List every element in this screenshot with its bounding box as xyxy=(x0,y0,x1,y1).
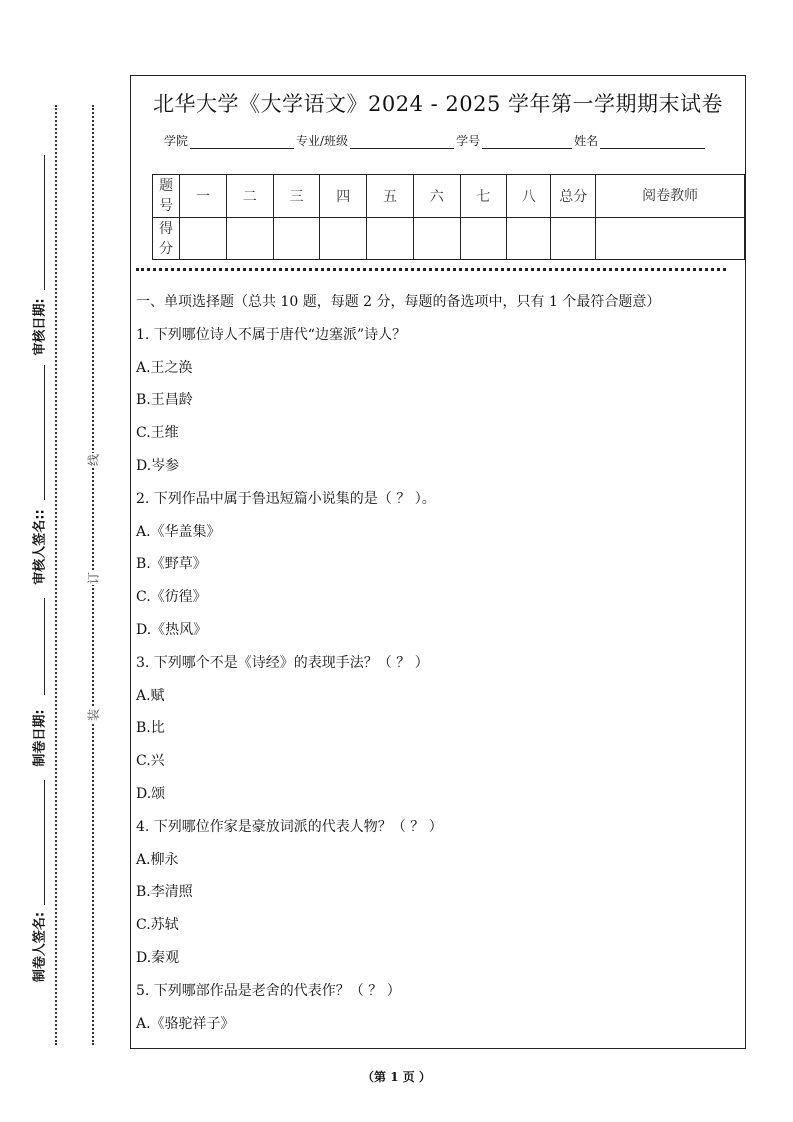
question-list xyxy=(136,286,660,1040)
divider xyxy=(136,268,726,271)
answer-option: A.《华盖集》 xyxy=(136,523,221,540)
answer-option: D.秦观 xyxy=(136,949,180,966)
signature-line xyxy=(44,155,45,290)
answer-option: C.王维 xyxy=(136,425,179,442)
column-header: 总分 xyxy=(551,175,596,218)
column-header: 八 xyxy=(507,175,551,218)
answer-option: D.《热风》 xyxy=(136,621,208,638)
column-header: 四 xyxy=(320,175,367,218)
answer-option: C.《彷徨》 xyxy=(136,589,207,606)
score-cell[interactable] xyxy=(273,218,320,260)
signature-line xyxy=(44,365,45,500)
score-table xyxy=(152,174,745,260)
answer-option: A.柳永 xyxy=(136,851,179,868)
student-id-label: 学号 xyxy=(456,134,481,148)
creation-date-label: 制卷日期: xyxy=(32,709,48,767)
row-header: 题号 xyxy=(153,175,180,218)
question-text: 1. 下列哪位诗人不属于唐代“边塞派”诗人？ xyxy=(136,326,407,343)
section-heading: 一、单项选择题（总共 10 题，每题 2 分，每题的备选项中，只有 1 个最符合题意） xyxy=(136,294,661,310)
answer-option: B.比 xyxy=(136,720,165,737)
signature-line xyxy=(44,780,45,905)
answer-option: A.王之涣 xyxy=(136,359,193,376)
college-label: 学院 xyxy=(164,134,189,148)
binding-char: 订 xyxy=(86,571,101,585)
major-label: 专业/班级 xyxy=(296,134,349,148)
score-cell[interactable] xyxy=(227,218,274,260)
exam-content-box xyxy=(130,75,746,1049)
answer-option: D.颂 xyxy=(136,785,166,802)
question-text: 3. 下列哪个不是《诗经》的表现手法？（ ？ ） xyxy=(136,654,429,671)
column-header: 阅卷教师 xyxy=(596,175,745,218)
binding-char: 装 xyxy=(86,708,101,722)
answer-option: A.《骆驼祥子》 xyxy=(136,1015,235,1032)
score-cell[interactable] xyxy=(596,218,745,260)
column-header: 五 xyxy=(367,175,414,218)
answer-option: D.岑参 xyxy=(136,457,180,474)
signature-line xyxy=(44,598,45,695)
student-info-row xyxy=(164,132,707,149)
question-text: 4. 下列哪位作家是豪放词派的代表人物？（ ？ ） xyxy=(136,818,443,835)
answer-option: B.李清照 xyxy=(136,884,193,901)
answer-option: A.赋 xyxy=(136,687,165,704)
column-header: 六 xyxy=(413,175,460,218)
score-cell[interactable] xyxy=(180,218,227,260)
column-header: 一 xyxy=(180,175,227,218)
score-cell[interactable] xyxy=(367,218,414,260)
row-header: 得分 xyxy=(153,218,180,260)
page-title: 北华大学《大学语文》2024 - 2025 学年第一学期期末试卷 xyxy=(152,92,723,116)
column-header: 三 xyxy=(273,175,320,218)
college-field[interactable] xyxy=(190,134,294,149)
question-text: 2. 下列作品中属于鲁迅短篇小说集的是（ ？ ）。 xyxy=(136,490,436,507)
answer-option: C.苏轼 xyxy=(136,917,179,934)
student-id-field[interactable] xyxy=(482,134,572,149)
name-field[interactable] xyxy=(600,134,705,149)
review-date-label: 审核日期: xyxy=(32,298,48,356)
score-cell[interactable] xyxy=(551,218,596,260)
creator-signature-label: 制卷人签名: xyxy=(32,911,48,983)
binding-char: 线 xyxy=(86,453,101,467)
score-cell[interactable] xyxy=(320,218,367,260)
reviewer-signature-label: 审核人签名:: xyxy=(32,509,48,585)
page-number: （第 1 页 ） xyxy=(362,1070,431,1084)
column-header: 二 xyxy=(227,175,274,218)
answer-option: B.《野草》 xyxy=(136,556,207,573)
name-label: 姓名 xyxy=(574,134,599,148)
question-text: 5. 下列哪部作品是老舍的代表作？（ ？ ） xyxy=(136,982,401,999)
score-cell[interactable] xyxy=(413,218,460,260)
answer-option: B.王昌龄 xyxy=(136,392,193,409)
score-cell[interactable] xyxy=(507,218,551,260)
answer-option: C.兴 xyxy=(136,753,165,770)
major-field[interactable] xyxy=(350,134,454,149)
column-header: 七 xyxy=(460,175,507,218)
margin-dotted-line xyxy=(55,105,57,1045)
score-cell[interactable] xyxy=(460,218,507,260)
